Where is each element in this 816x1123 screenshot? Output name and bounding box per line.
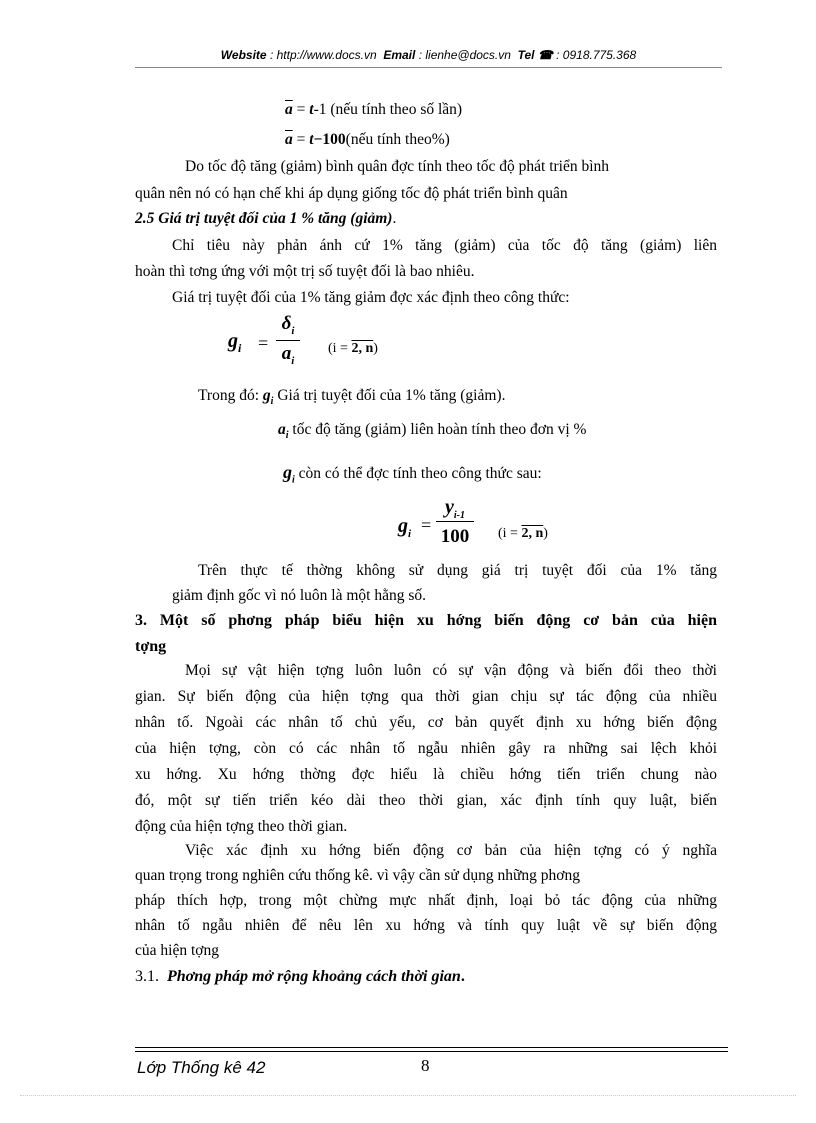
paragraph-line: Do tốc độ tăng (giảm) bình quân đợc tính theo tốc độ phát triển bình — [185, 158, 610, 175]
formula-avg-times: $\overline{a} = t-1$ (nếu tính theo số lần) — [285, 101, 463, 118]
paragraph-line: động của hiện tợng theo thời gian. — [135, 818, 348, 835]
footer-class-name: Lớp Thống kê 42 — [137, 1058, 266, 1077]
where-g2-line: $g_i$ còn có thể đợc tính theo công thức sau: — [283, 462, 542, 486]
paragraph-line: nhân tố. Ngoài các nhân tố chủ yếu, cơ bản quyết định xu hớng biến động — [135, 714, 717, 731]
section-heading-3-1: 3.1. Phơng pháp mở rộng khoảng cách thời gian. — [135, 968, 465, 985]
paragraph-line: Việc xác định xu hớng biến động cơ bản của hiện tợng có ý nghĩa — [185, 842, 717, 859]
footer-divider — [135, 1047, 728, 1048]
paragraph-line: Chỉ tiêu này phản ánh cứ 1% tăng (giảm) của tốc độ tăng (giảm) liên — [172, 237, 717, 254]
paragraph-line: của hiện tợng, còn có các nhân tố ngẫu nhiên gây ra những sai lệch khỏi — [135, 740, 717, 757]
paragraph-line: quan trọng trong nghiên cứu thống kê. vì vậy cần sử dụng những phơng — [135, 867, 580, 884]
section-heading-3-cont: tợng — [135, 638, 167, 655]
email-label: Email — [383, 48, 416, 62]
paragraph-line: quân nên nó có hạn chế khi áp dụng giống tốc độ phát triển bình quân — [135, 185, 568, 202]
where-a-line: $a_i$ tốc độ tăng (giảm) liên hoàn tính theo đơn vị % — [278, 421, 587, 442]
g-i-symbol: $g_i$ — [283, 462, 295, 486]
paragraph-line: Mọi sự vật hiện tợng luôn luôn có sự vận động và biến đổi theo thời — [185, 662, 717, 679]
website-label: Website — [220, 48, 267, 62]
g-i-symbol: $g_i$ — [262, 387, 274, 408]
where-g-line: Trong đó: $g_i$ Giá trị tuyệt đối của 1% tăng (giảm). — [198, 387, 506, 408]
website-url[interactable]: : http://www.docs.vn — [269, 48, 377, 62]
tel-value: : 0918.775.368 — [556, 48, 637, 62]
paragraph-line: gian. Sự biến động của hiện tợng qua thời gian chịu sự tác động của nhiều — [135, 688, 717, 705]
paragraph-line: của hiện tợng — [135, 942, 219, 959]
footer-divider — [135, 1051, 728, 1052]
paragraph-line: xu hớng. Xu hớng thờng đợc hiểu là chiều hớng tiến triển chung nào — [135, 766, 717, 783]
paragraph-line: hoàn thì tơng ứng với một trị số tuyệt đối là bao nhiêu. — [135, 263, 475, 280]
formula-avg-percent: $\overline{a}$ = t−100(nếu tính theo%) — [285, 131, 450, 148]
paragraph-line: đó, một sự tiến triển kéo dài theo thời gian, xác định tính quy luật, biến — [135, 792, 717, 809]
section-heading-2-5: 2.5 Giá trị tuyệt đối của 1 % tăng (giảm). — [135, 210, 397, 227]
tel-label: Tel ☎ — [517, 48, 553, 62]
email-value[interactable]: : lienhe@docs.vn — [418, 48, 511, 62]
page-header — [135, 48, 722, 62]
page-edge — [20, 1095, 796, 1096]
page-number: 8 — [421, 1056, 430, 1075]
paragraph-line: Giá trị tuyệt đối của 1% tăng giảm đợc xác định theo công thức: — [172, 289, 570, 306]
a-i-symbol: $a_i$ — [278, 421, 289, 442]
paragraph-line: pháp thích hợp, trong một chừng mực nhất định, loại bỏ tác động của những — [135, 892, 717, 909]
header-divider — [135, 67, 722, 68]
paragraph-line: giảm định gốc vì nó luôn là một hằng số. — [172, 587, 427, 604]
paragraph-line: nhân tố ngẫu nhiên để nêu lên xu hớng và tính quy luật về sự biến động — [135, 917, 717, 934]
paragraph-line: Trên thực tế thờng không sử dụng giá trị tuyệt đối của 1% tăng — [198, 562, 717, 579]
section-heading-3: 3. Một số phơng pháp biểu hiện xu hớng biến động cơ bản của hiện — [135, 612, 717, 629]
